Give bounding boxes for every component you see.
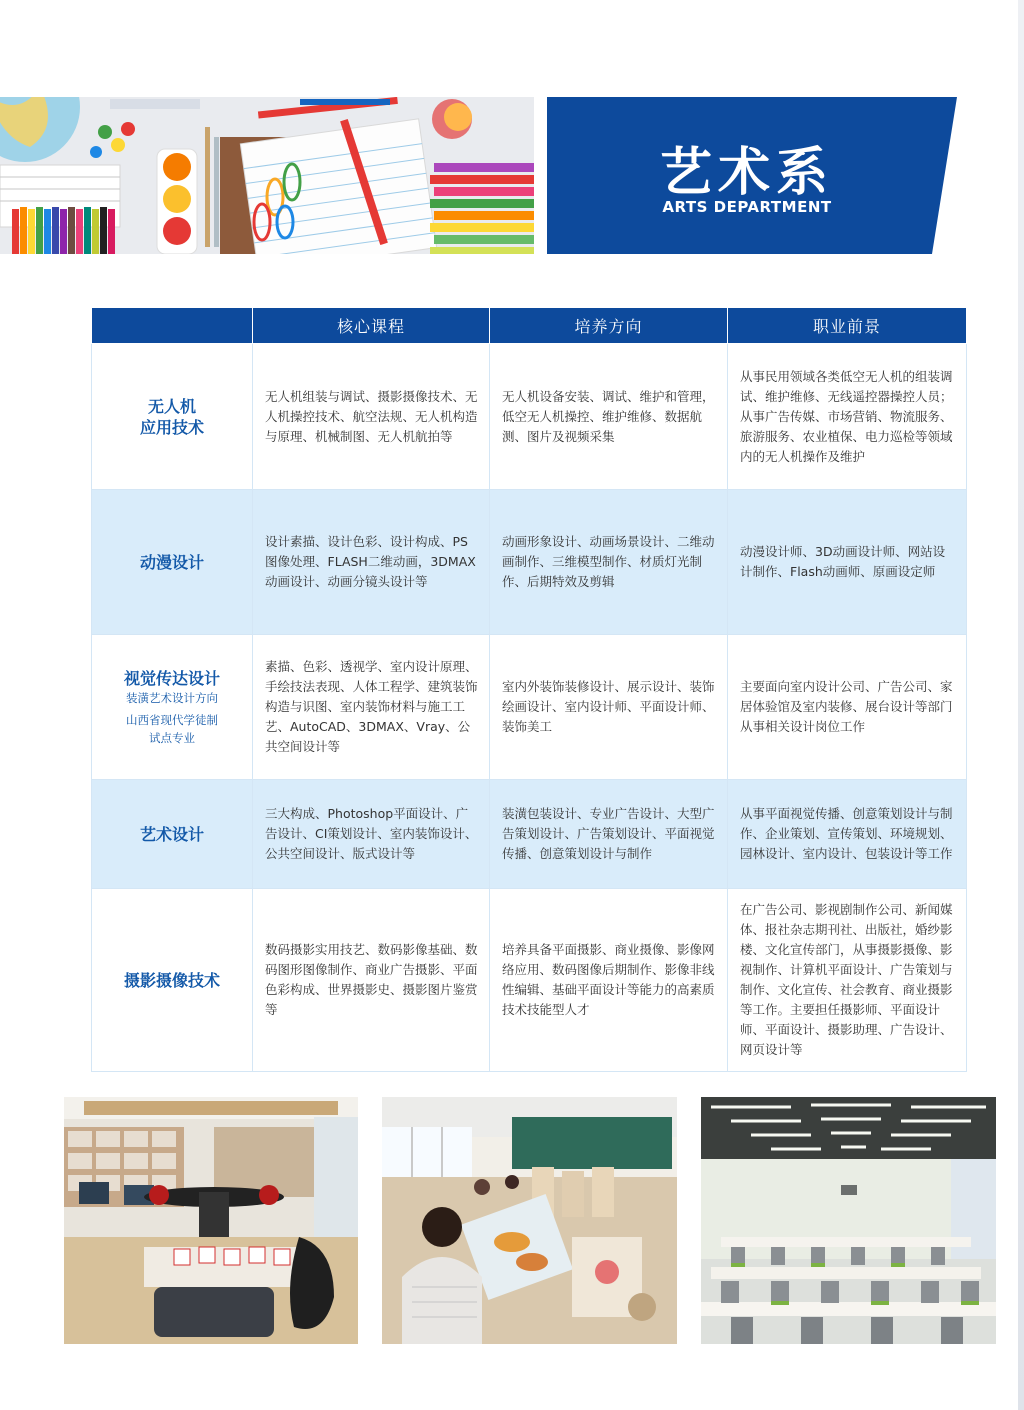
art-classroom-photo <box>382 1097 677 1344</box>
major-name-cell <box>92 490 253 635</box>
prospects-cell: 动漫设计师、3D动画设计师、网站设计制作、Flash动画师、原画设定师 <box>728 490 967 635</box>
direction-cell: 室内外装饰装修设计、展示设计、装饰绘画设计、室内设计师、平面设计师、装饰美工 <box>490 635 728 780</box>
major-name-cell <box>92 889 253 1072</box>
direction-cell: 培养具备平面摄影、商业摄像、影像网络应用、数码图像后期制作、影像非线性编辑、基础平面设计等能力的高素质技术技能型人才 <box>490 889 728 1072</box>
direction-cell: 无人机设备安装、调试、维护和管理，低空无人机操控、维护维修、数据航测、图片及视频采集 <box>490 344 728 490</box>
table-row <box>92 490 967 635</box>
header-major <box>92 308 253 344</box>
major-note: 山西省现代学徒制 试点专业 <box>126 712 218 745</box>
drone-lab-photo <box>64 1097 358 1344</box>
table-header-row <box>92 308 967 344</box>
courses-cell: 素描、色彩、透视学、室内设计原理、手绘技法表现、人体工程学、建筑装饰构造与识图、室内装饰材料与施工工艺、AutoCAD、3DMAX、Vray、公共空间设计等 <box>253 635 490 780</box>
majors-table <box>91 307 966 1072</box>
header-core-courses: 核心课程 <box>253 308 490 344</box>
page-edge-stripe <box>1018 0 1024 1410</box>
classroom-photo <box>701 1097 996 1344</box>
prospects-cell: 主要面向室内设计公司、广告公司、家居体验馆及室内装修、展台设计等部门从事相关设计岗位工作 <box>728 635 967 780</box>
courses-cell: 三大构成、Photoshop平面设计、广告设计、CI策划设计、室内装饰设计、公共空间设计、版式设计等 <box>253 780 490 889</box>
major-name: 无人机 应用技术 <box>139 396 204 437</box>
major-name-cell <box>92 780 253 889</box>
prospects-cell: 从事民用领域各类低空无人机的组装调试、维护维修、无线遥控器操控人员；从事广告传媒、市场营销、物流服务、旅游服务、农业植保、电力巡检等领域内的无人机操作及维护 <box>728 344 967 490</box>
header-training-direction: 培养方向 <box>490 308 728 344</box>
courses-cell: 无人机组装与调试、摄影摄像技术、无人机操控技术、航空法规、无人机构造与原理、机械制图、无人机航拍等 <box>253 344 490 490</box>
major-note: 装潢艺术设计方向 <box>126 690 218 705</box>
courses-cell: 数码摄影实用技艺、数码影像基础、数码图形图像制作、商业广告摄影、平面色彩构成、世界摄影史、摄影图片鉴赏等 <box>253 889 490 1072</box>
major-name-cell <box>92 344 253 490</box>
department-subtitle: ARTS DEPARTMENT <box>662 198 832 216</box>
table-row <box>92 780 967 889</box>
table-row <box>92 635 967 780</box>
direction-cell: 装潢包装设计、专业广告设计、大型广告策划设计、广告策划设计、平面视觉传播、创意策划设计与制作 <box>490 780 728 889</box>
major-name: 动漫设计 <box>139 552 204 572</box>
major-name: 摄影摄像技术 <box>123 970 220 990</box>
prospects-cell: 在广告公司、影视剧制作公司、新闻媒体、报社杂志期刊社、出版社，婚纱影楼、文化宣传部门，从事摄影摄像、影视制作、计算机平面设计、广告策划与制作、文化宣传、社会教育、商业摄影等工作。主要担任摄影师、平面设计师、平面设计、摄影助理、广告设计、网页设计等 <box>728 889 967 1072</box>
direction-cell: 动画形象设计、动画场景设计、二维动画制作、三维模型制作、材质灯光制作、后期特效及剪辑 <box>490 490 728 635</box>
major-name-cell <box>92 635 253 780</box>
stationery-photo <box>0 97 534 254</box>
major-name: 视觉传达设计 <box>123 668 220 688</box>
header-career-prospects: 职业前景 <box>728 308 967 344</box>
table-row <box>92 344 967 490</box>
prospects-cell: 从事平面视觉传播、创意策划设计与制作、企业策划、宣传策划、环境规划、园林设计、室内设计、包装设计等工作 <box>728 780 967 889</box>
table-row <box>92 889 967 1072</box>
major-name: 艺术设计 <box>139 824 204 844</box>
courses-cell: 设计素描、设计色彩、设计构成、PS图像处理、FLASH二维动画，3DMAX动画设计、动画分镜头设计等 <box>253 490 490 635</box>
department-title: 艺术系 <box>659 143 834 203</box>
